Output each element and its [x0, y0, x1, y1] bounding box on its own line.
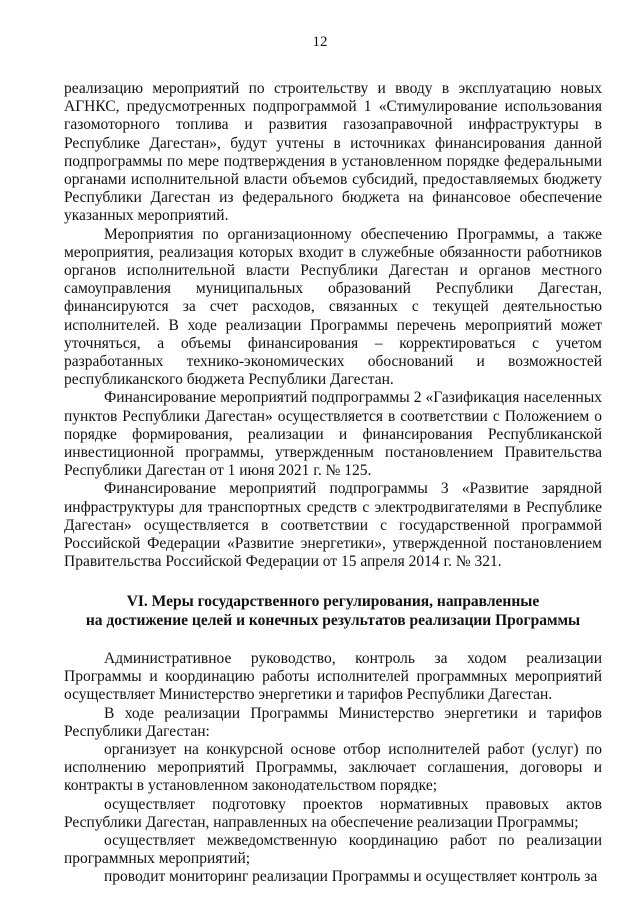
paragraph: осуществляет подготовку проектов нормативных правовых актов Республики Дагестан, направленных на обеспечение реализации Программы;	[64, 795, 602, 831]
paragraph: реализацию мероприятий по строительству и вводу в эксплуатацию новых АГНКС, предусмотренных подпрограммой 1 «Стимулирование использования газомоторного топлива и развития газозаправочной инфраструктуры в Республике Дагестан», будут учтены в источниках финансирования данной подпрограммы по мере подтверждения в установленном порядке федеральными органами исполнительной власти объемов субсидий, предоставляемых бюджету Республики Дагестан из федерального бюджета на финансовое обеспечение указанных мероприятий.	[64, 80, 602, 225]
paragraph: Финансирование мероприятий подпрограммы 3 «Развитие зарядной инфраструктуры для транспортных средств с электродвигателями в Республике Дагестан» осуществляется в соответствии с государственной программой Российской Федерации «Развитие энергетики», утвержденной постановлением Правительства Российской Федерации от 15 апреля 2014 г. № 321.	[64, 480, 602, 571]
page-number: 12	[312, 34, 328, 50]
paragraph: организует на конкурсной основе отбор исполнителей работ (услуг) по исполнению мероприятий Программы, заключает соглашения, договоры и контракты в установленном законодательством порядке;	[64, 740, 602, 795]
paragraph: Административное руководство, контроль за ходом реализации Программы и координацию работы исполнителей программных мероприятий осуществляет Министерство энергетики и тарифов Республики Дагестан.	[64, 649, 602, 704]
paragraph: проводит мониторинг реализации Программы и осуществляет контроль за	[104, 868, 598, 886]
section-heading-line: на достижение целей и конечных результатов реализации Программы	[85, 611, 581, 629]
paragraph: Мероприятия по организационному обеспечению Программы, а также мероприятия, реализация которых входит в служебные обязанности работников органов исполнительной власти Республики Дагестан и органов местного самоуправления муниципальных образований Республики Дагестан, финансируются за счет расходов, связанных с текущей деятельностью исполнителей. В ходе реализации Программы перечень мероприятий может уточняться, а объемы финансирования – корректироваться с учетом разработанных технико-экономических обоснований и возможностей республиканского бюджета Республики Дагестан.	[64, 225, 602, 389]
paragraph: осуществляет межведомственную координацию работ по реализации программных мероприятий;	[64, 831, 602, 868]
paragraph: Финансирование мероприятий подпрограммы 2 «Газификация населенных пунктов Республики Дагестан» осуществляется в соответствии с Положением о порядке формирования, реализации и финансирования Республиканской инвестиционной программы, утвержденным постановлением Правительства Республики Дагестан от 1 июня 2021 г. № 125.	[64, 389, 602, 480]
section-heading	[64, 593, 602, 629]
paragraph: В ходе реализации Программы Министерство энергетики и тарифов Республики Дагестан:	[64, 704, 602, 740]
page-content	[64, 80, 602, 887]
section-heading-line: VI. Меры государственного регулирования, направленные	[126, 593, 540, 611]
